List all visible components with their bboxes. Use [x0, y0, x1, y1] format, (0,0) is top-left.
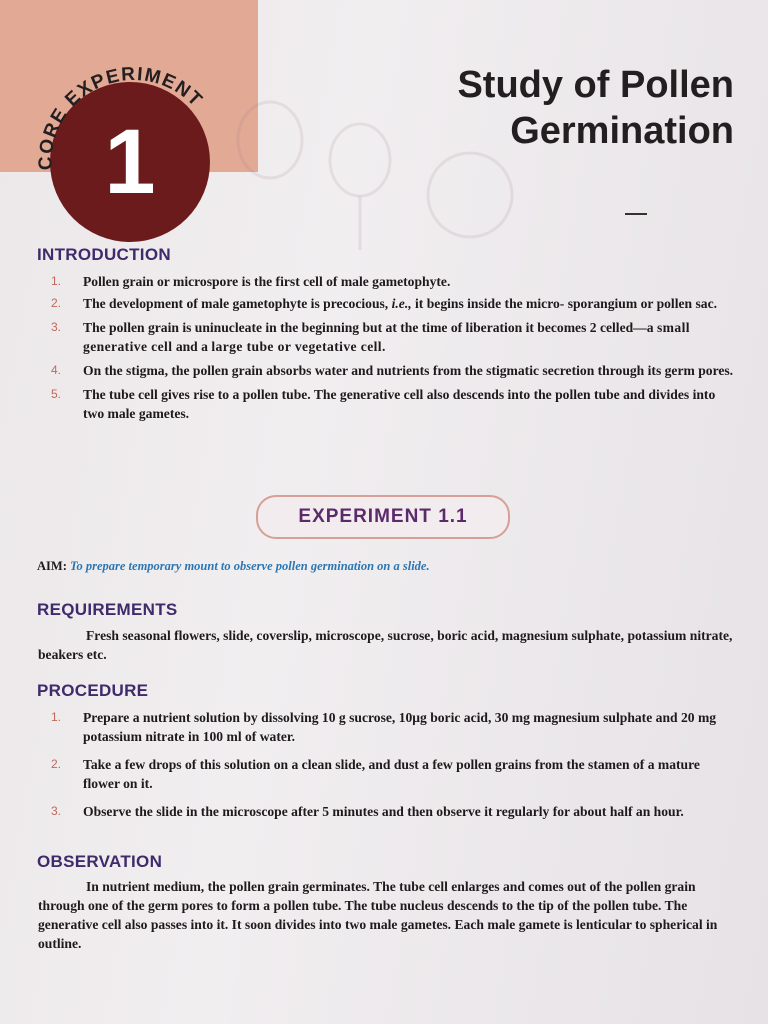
aim-label: AIM: — [37, 559, 67, 573]
experiment-label: EXPERIMENT 1.1 — [298, 506, 468, 527]
aim-line — [37, 559, 430, 574]
divider-dash — [625, 213, 647, 215]
list-item: 3. The pollen grain is uninucleate in the beginning but at the time of liberation it becomes 2 celled—a small generative cell and a large tube or vegetative cell. — [51, 320, 690, 354]
list-item: 2. The development of male gametophyte is precocious, i.e., it begins inside the micro- sporangium or pollen sac. — [51, 296, 717, 311]
observation-text: In nutrient medium, the pollen grain germinates. The tube cell enlarges and comes out of the pollen grain through one of the germ pores to form a pollen tube. The tube nucleus descends to the tip of the pollen tube. The generative cell also passes into it. It soon divides into two male gametes. Each male gamete is lenticular to spherical in outline. — [38, 879, 718, 951]
chapter-title — [457, 62, 734, 154]
list-item: 1. Pollen grain or microspore is the first cell of male gametophyte. — [51, 274, 451, 289]
list-item: 3. Observe the slide in the microscope after 5 minutes and then observe it regularly for about half an hour. — [51, 804, 684, 819]
requirements-heading: REQUIREMENTS — [37, 600, 178, 619]
chapter-title-line2: Germination — [510, 110, 734, 152]
aim-text: To prepare temporary mount to observe pollen germination on a slide. — [69, 559, 430, 573]
requirements-text: Fresh seasonal flowers, slide, coverslip, microscope, sucrose, boric acid, magnesium sulphate, potassium nitrate, beakers etc. — [38, 628, 733, 662]
introduction-list — [46, 272, 738, 423]
svg-text:CORE EXPERIMENT — [36, 64, 207, 170]
core-experiment-arc-label — [0, 0, 260, 260]
core-experiment-text: CORE EXPERIMENT — [35, 63, 207, 171]
procedure-heading: PROCEDURE — [37, 681, 149, 700]
introduction-heading: INTRODUCTION — [37, 245, 171, 264]
procedure-list — [46, 708, 738, 821]
observation-heading: OBSERVATION — [37, 852, 163, 871]
chapter-title-line1: Study of Pollen — [457, 64, 734, 106]
list-item: 2. Take a few drops of this solution on a clean slide, and dust a few pollen grains from the stamen of a mature flower on it. — [51, 757, 700, 791]
experiment-label-box — [256, 495, 510, 539]
list-item: 4. On the stigma, the pollen grain absorbs water and nutrients from the stigmatic secretion through its germ pores. — [51, 363, 734, 378]
chapter-number: 1 — [104, 110, 156, 213]
list-item: 5. The tube cell gives rise to a pollen tube. The generative cell also descends into the pollen tube and divides into two male gametes. — [51, 387, 716, 421]
list-item: 1. Prepare a nutrient solution by dissolving 10 g sucrose, 10μg boric acid, 30 mg magnesium sulphate and 20 mg potassium nitrate in 100 ml of water. — [51, 710, 717, 744]
